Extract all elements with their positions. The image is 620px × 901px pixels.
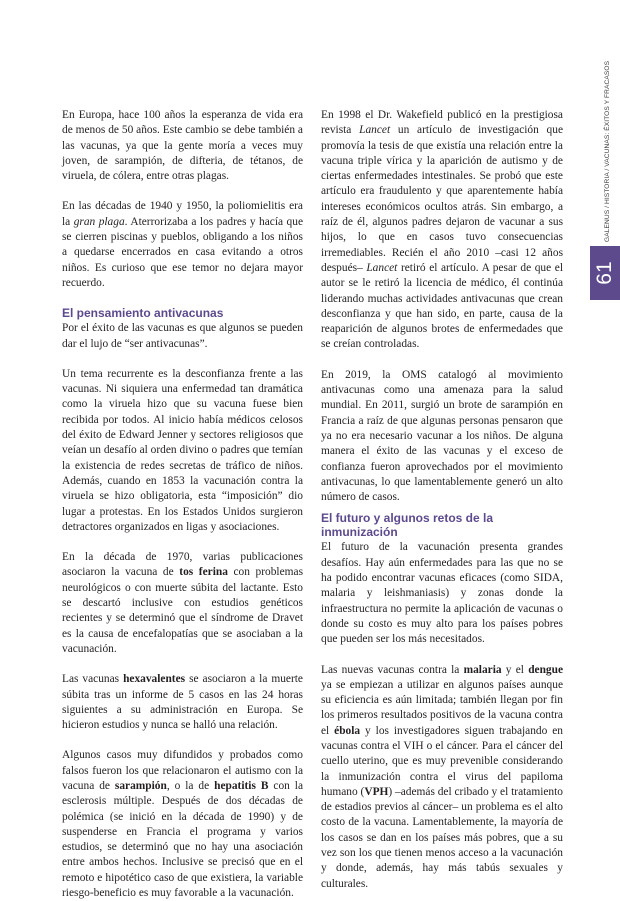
page-number-tab bbox=[590, 246, 620, 300]
bold-term: hepatitis B bbox=[214, 779, 269, 792]
bold-term: ébola bbox=[334, 724, 361, 737]
paragraph: Un tema recurrente es la desconfianza frente a las vacunas. Ni siquiera una enfermedad tan dramática como la viruela hizo que su vacuna fuese bien recibida por todos. Al inicio había médicos celosos del éxito de Edward Jenner y sectores religiosos que veían un desafío al orden divino o padres que temían la existencia de redes secretas de tráfico de niños. Además, cuando en 1853 la vacunación contra la viruela se hizo obligatoria, esta “imposición” dio lugar a protestas. En los Estados Unidos surgieron detractores organizados en ligas y asociaciones. bbox=[62, 367, 303, 533]
paragraph: En la década de 1970, varias publicaciones asociaron la vacuna de tos ferina con problemas neurológicos o con muerte súbita del lactante. Esto se descartó inclusive con estudios genéticos recientes y se determinó que el síndrome de Dravet es la causa de encefalopatías que se asociaban a la vacunación. bbox=[62, 551, 304, 655]
paragraph: El futuro de la vacunación presenta grandes desafíos. Hay aún enfermedades para las que no se ha podido encontrar vacunas eficaces (como SIDA, malaria y leishmaniasis) y zonas donde la infraestructura no permite la aplicación de vacunas o donde su costo es muy alto para los países pobres que pueden ser los más necesitados. bbox=[321, 541, 563, 646]
left-column bbox=[62, 108, 303, 901]
emphasis: gran plaga bbox=[73, 215, 125, 228]
paragraph: Las nuevas vacunas contra la malaria y el dengue ya se empiezan a utilizar en algunos países aunque su eficiencia es aún limitada; también llegan por fin los primeros resultados positivos de la vacuna contra el ébola y los investigadores siguen trabajando en vacunas contra el VIH o el cáncer. Para el cáncer del cuello uterino, que es muy prevenible considerando la inmunización contra el virus del papiloma humano (VPH) –además del cribado y el tratamiento de estadios previos al cáncer– un problema es el alto costo de la vacuna. Lamentablemente, la mayoría de los casos se dan en los países más pobres, que a su vez son los que tienen menos acceso a la vacunación y donde, además, hay más tabús sexuales y culturales. bbox=[321, 663, 563, 890]
bold-term: malaria bbox=[463, 663, 502, 676]
running-header: GALENUS / HISTORIA / VACUNAS: ÉXITOS Y FRACASOS bbox=[604, 60, 611, 242]
journal-name: Lancet bbox=[359, 124, 391, 137]
paragraph: Por el éxito de las vacunas es que algunos se pueden dar el lujo de “ser antivacunas”. bbox=[62, 322, 303, 350]
paragraph: En Europa, hace 100 años la esperanza de vida era de menos de 50 años. Este cambio se debe también a las vacunas, ya que la gente moría a veces muy joven, de sarampión, de difteria, de tétanos, de viruela, de cólera, entre otras plagas. bbox=[62, 109, 303, 183]
paragraph: Las vacunas hexavalentes se asociaron a la muerte súbita tras un informe de 5 casos en las 24 horas siguientes a su administración en Europa. Se hicieron estudios y nunca se halló una relación. bbox=[62, 673, 303, 732]
paragraph: En 2019, la OMS catalogó al movimiento antivacunas como una amenaza para la salud mundial. En 2011, surgió un brote de sarampión en Francia a raíz de que algunas personas pensaron que ya no era necesario vacunar a los niños. De alguna manera el éxito de las vacunas y el exceso de confianza fueron aprovechados por el movimiento antivacunas, lo que lamentablemente generó un alto número de casos. bbox=[321, 368, 563, 504]
bold-term: dengue bbox=[528, 663, 563, 676]
bold-term: tos ferina bbox=[179, 566, 228, 579]
bold-term: sarampión bbox=[114, 779, 167, 792]
bold-term: VPH bbox=[364, 785, 389, 798]
paragraph: En las décadas de 1940 y 1950, la poliomielitis era la gran plaga. Aterrorizaba a los padres y hacía que se cierren piscinas y pueblos, obligando a los niños a quedarse encerrados en casa evitando a otros niños. Es curioso que ese temor no dejara mayor recuerdo. bbox=[62, 200, 304, 289]
page-number: 61 bbox=[593, 261, 616, 285]
paragraph: Algunos casos muy difundidos y probados como falsos fueron los que relacionaron el autismo con la vacuna de sarampión, o la de hepatitis B con la esclerosis múltiple. Después de dos décadas de polémica (se inició en la década de 1990) y de suspenderse en Francia el programa y varios estudios, se determinó que no hay una asociación entre ambos hechos. Inclusive se precisó que en el remoto e hipotético caso de que existiera, la variable riesgo-beneficio es muy favorable a la vacunación. bbox=[62, 749, 304, 900]
journal-name: Lancet bbox=[366, 261, 398, 274]
section-heading: El pensamiento antivacunas bbox=[62, 306, 224, 321]
paragraph: En 1998 el Dr. Wakefield publicó en la prestigiosa revista Lancet un artículo de investigación que promovía la tesis de que existía una relación entre la vacuna triple vírica y la aparición de autismo y de ciertas enfermedades intestinales. Se probó que este artículo era fraudulento y que aparentemente había intereses económicos ocultos atrás. Sin embargo, a raíz de él, algunos padres dejaron de vacunar a sus hijos, lo que en casos tuvo consecuencias irremediables. Recién el año 2010 –casi 12 años después– Lancet retiró el artículo. A pesar de que el autor se le retiró la licencia de médico, él continúa liderando muchas actividades antivacunas que crean desconfianza y que han sido, en parte, causa de la reaparición de algunos brotes de enfermedades que se creían controladas. bbox=[321, 109, 563, 351]
section-heading: El futuro y algunos retos de la inmunización bbox=[321, 511, 494, 540]
bold-term: hexavalentes bbox=[123, 673, 186, 686]
right-column bbox=[321, 108, 563, 892]
